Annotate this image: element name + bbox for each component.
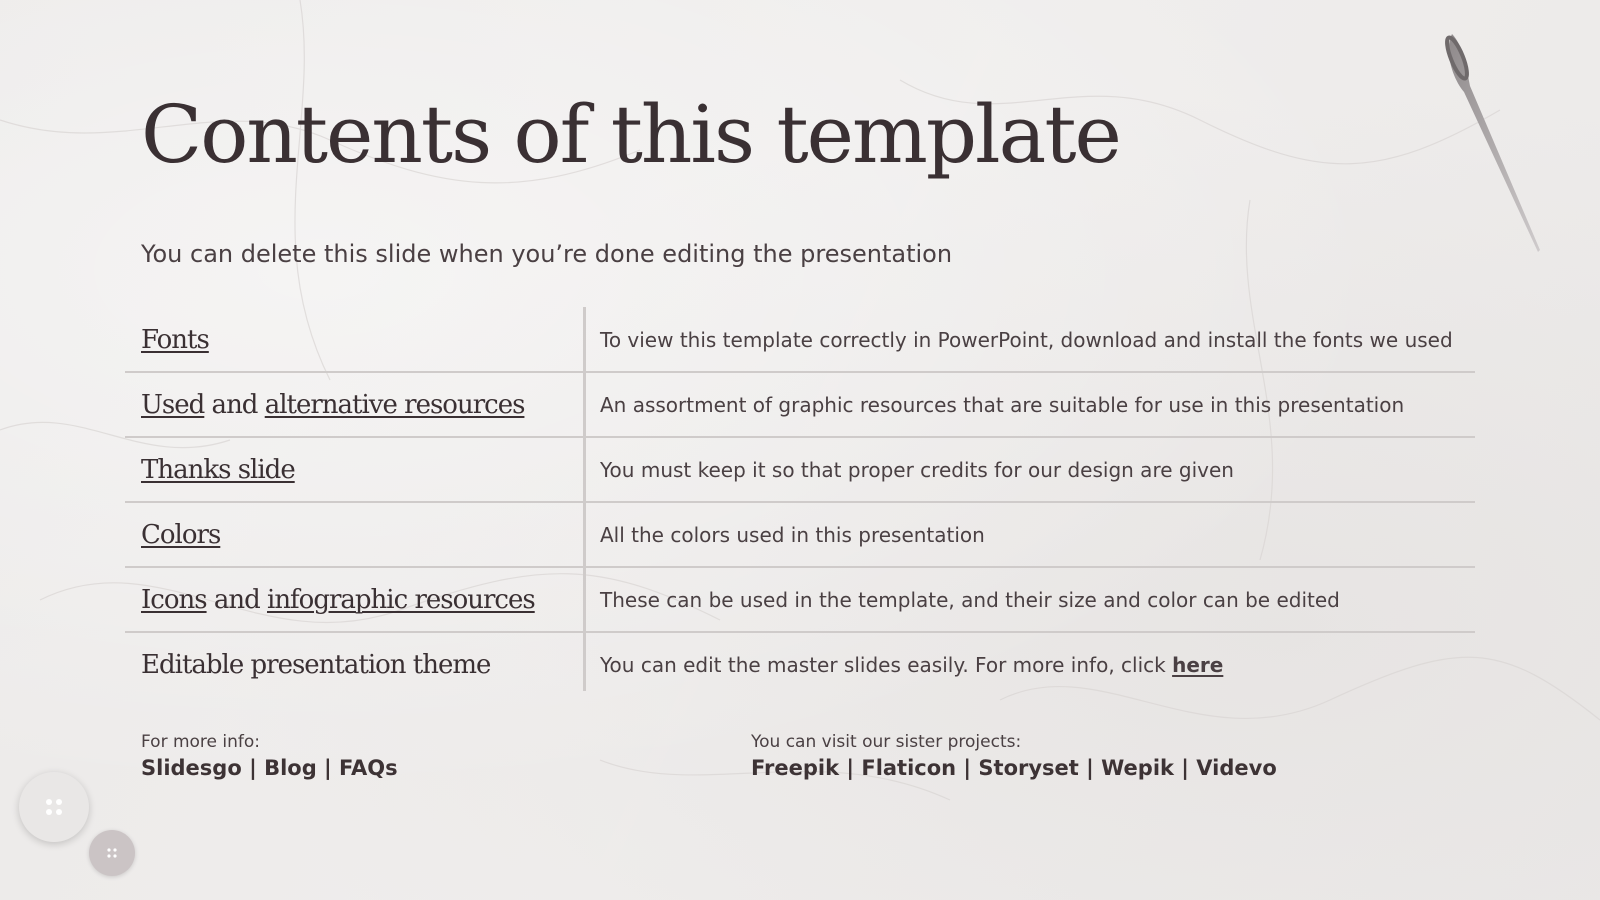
icons-link[interactable]: Icons: [141, 584, 207, 615]
videvo-link[interactable]: Videvo: [1196, 756, 1277, 780]
link-separator: |: [316, 756, 340, 780]
used-resources-link[interactable]: Used: [141, 389, 205, 420]
link-separator: |: [956, 756, 979, 780]
footer-links: [141, 756, 398, 780]
footer-more-info: [141, 732, 398, 780]
row-description: An assortment of graphic resources that are suitable for use in this presentation: [600, 392, 1405, 417]
row-description: [585, 653, 1475, 677]
table-row: [125, 373, 1475, 438]
freepik-link[interactable]: Freepik: [751, 756, 840, 780]
table-row: [125, 438, 1475, 503]
row-title: [125, 520, 585, 550]
sewing-needle-icon: [1440, 20, 1550, 260]
link-separator: |: [1078, 756, 1102, 780]
grid-dots-icon: [106, 847, 118, 859]
footer-caption: For more info:: [141, 732, 261, 752]
row-title: [125, 455, 585, 485]
editable-theme-label: Editable presentation theme: [141, 649, 491, 680]
page-subtitle: You can delete this slide when you’re done editing the presentation: [141, 240, 953, 268]
row-description: All the colors used in this presentation: [600, 522, 985, 547]
floating-action-button[interactable]: [19, 772, 89, 842]
row-title: [125, 650, 585, 680]
here-link[interactable]: here: [1172, 652, 1224, 677]
row-description: To view this template correctly in PowerPoint, download and install the fonts we used: [600, 327, 1453, 352]
table-row: [125, 633, 1475, 696]
link-separator: |: [839, 756, 862, 780]
slidesgo-link[interactable]: Slidesgo: [141, 756, 242, 780]
contents-table: [125, 308, 1475, 696]
table-row: [125, 568, 1475, 633]
infographic-resources-link[interactable]: infographic resources: [267, 584, 535, 615]
connector-text: and: [204, 389, 265, 420]
footer-links: [751, 756, 1277, 780]
alternative-resources-link[interactable]: alternative resources: [264, 389, 525, 420]
editable-theme-description: You can edit the master slides easily. For more info, click: [600, 652, 1173, 677]
page-title: Contents of this template: [141, 88, 1120, 181]
blog-link[interactable]: Blog: [264, 756, 317, 780]
link-separator: |: [241, 756, 265, 780]
faqs-link[interactable]: FAQs: [339, 756, 398, 780]
footer-sister-projects: [751, 732, 1277, 780]
table-row: [125, 503, 1475, 568]
row-description: You must keep it so that proper credits for our design are given: [600, 457, 1234, 482]
storyset-link[interactable]: Storyset: [978, 756, 1079, 780]
colors-link[interactable]: Colors: [141, 519, 221, 550]
grid-dots-icon: [43, 796, 65, 818]
row-title: [125, 325, 585, 355]
thanks-slide-link[interactable]: Thanks slide: [141, 454, 295, 485]
link-separator: |: [1174, 756, 1197, 780]
row-title: [125, 585, 585, 615]
flaticon-link[interactable]: Flaticon: [861, 756, 957, 780]
floating-menu-button[interactable]: [89, 830, 135, 876]
footer-caption: You can visit our sister projects:: [751, 732, 1022, 752]
wepik-link[interactable]: Wepik: [1101, 756, 1174, 780]
fonts-link[interactable]: Fonts: [141, 324, 209, 355]
row-title: [125, 390, 585, 420]
connector-text: and: [206, 584, 267, 615]
table-row: [125, 308, 1475, 373]
row-description: These can be used in the template, and their size and color can be edited: [600, 587, 1340, 612]
